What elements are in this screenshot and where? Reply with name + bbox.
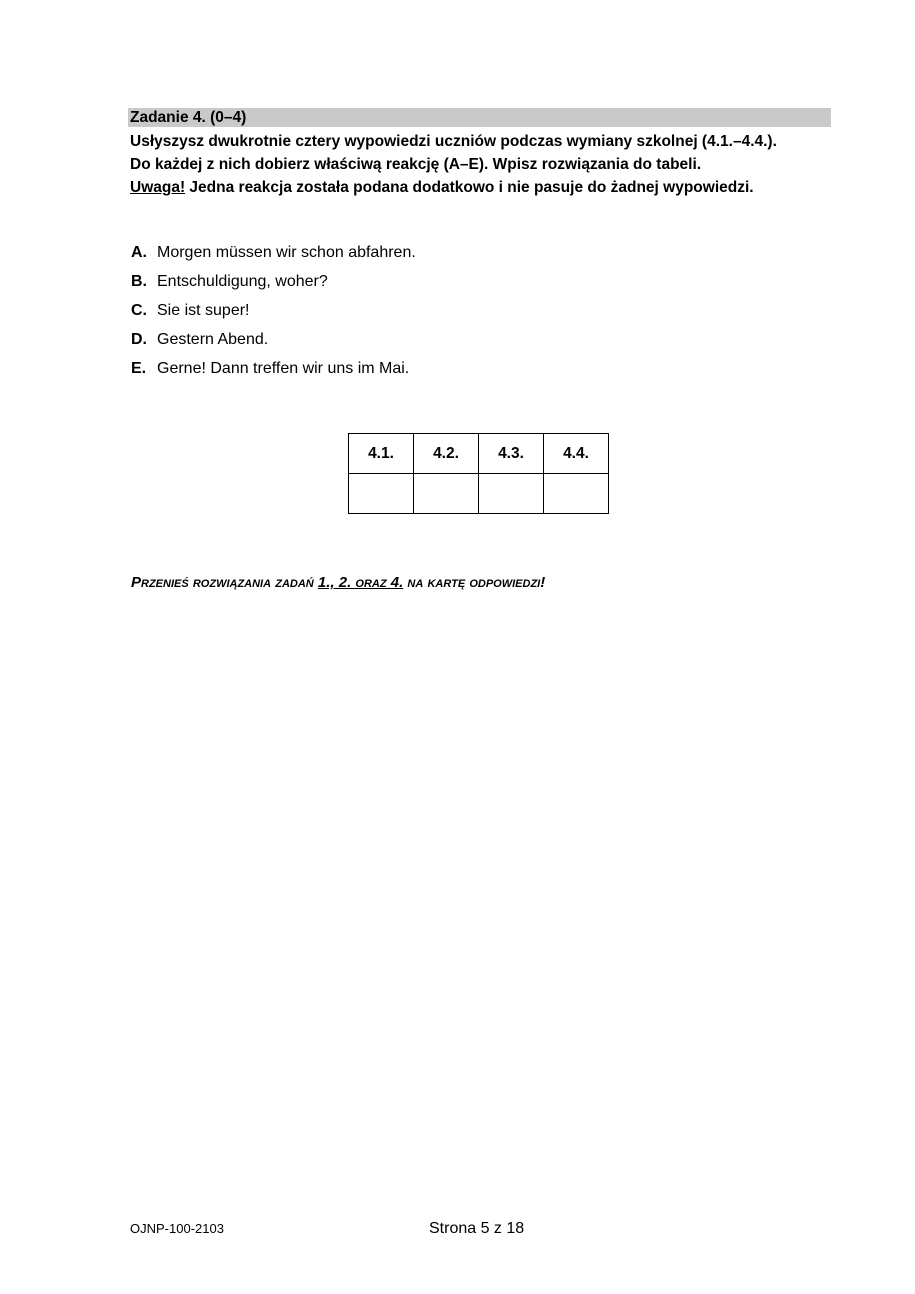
answer-table-header-row <box>349 434 609 474</box>
transfer-note-tasks: 1., 2. oraz 4. <box>317 574 404 591</box>
option-text: Gestern Abend. <box>157 331 269 348</box>
transfer-note-part2: na kartę odpowiedzi! <box>403 574 546 591</box>
transfer-answers-note <box>131 574 545 591</box>
warning-label: Uwaga! <box>130 179 186 196</box>
warning-text: Jedna reakcja została podana dodatkowo i nie pasuje do żadnej wypowiedzi. <box>185 179 754 196</box>
option-text: Entschuldigung, woher? <box>157 273 328 290</box>
option-e <box>131 357 416 386</box>
task-header: Zadanie 4. (0–4) <box>128 108 831 127</box>
answer-header-4-2: 4.2. <box>414 434 479 474</box>
option-letter: B. <box>131 273 147 290</box>
answer-header-4-1: 4.1. <box>349 434 414 474</box>
answer-cell-4-4[interactable] <box>544 474 609 514</box>
answer-table-input-row <box>349 474 609 514</box>
option-letter: A. <box>131 244 147 261</box>
warning-line <box>130 176 850 199</box>
exam-code: OJNP-100-2103 <box>130 1221 224 1236</box>
option-d <box>131 328 416 357</box>
transfer-note-part1: Przenieś rozwiązania zadań <box>131 574 318 591</box>
page-number: Strona 5 z 18 <box>429 1220 525 1237</box>
answer-cell-4-3[interactable] <box>479 474 544 514</box>
reaction-options-list <box>131 241 416 386</box>
option-text: Gerne! Dann treffen wir uns im Mai. <box>157 360 410 377</box>
instruction-line-2: Do każdej z nich dobierz właściwą reakcję (A–E). Wpisz rozwiązania do tabeli. <box>130 156 702 173</box>
option-text: Morgen müssen wir schon abfahren. <box>157 244 416 261</box>
answer-header-4-4: 4.4. <box>544 434 609 474</box>
option-letter: C. <box>131 302 147 319</box>
option-a <box>131 241 416 270</box>
option-text: Sie ist super! <box>157 302 250 319</box>
answer-header-4-3: 4.3. <box>479 434 544 474</box>
option-letter: D. <box>131 331 147 348</box>
instruction-line-1: Usłyszysz dwukrotnie cztery wypowiedzi uczniów podczas wymiany szkolnej (4.1.–4.4.). <box>130 133 777 150</box>
answer-cell-4-1[interactable] <box>349 474 414 514</box>
answer-table <box>348 433 609 514</box>
option-letter: E. <box>131 360 147 377</box>
option-c <box>131 299 416 328</box>
option-b <box>131 270 416 299</box>
answer-cell-4-2[interactable] <box>414 474 479 514</box>
task-instructions <box>130 130 850 199</box>
